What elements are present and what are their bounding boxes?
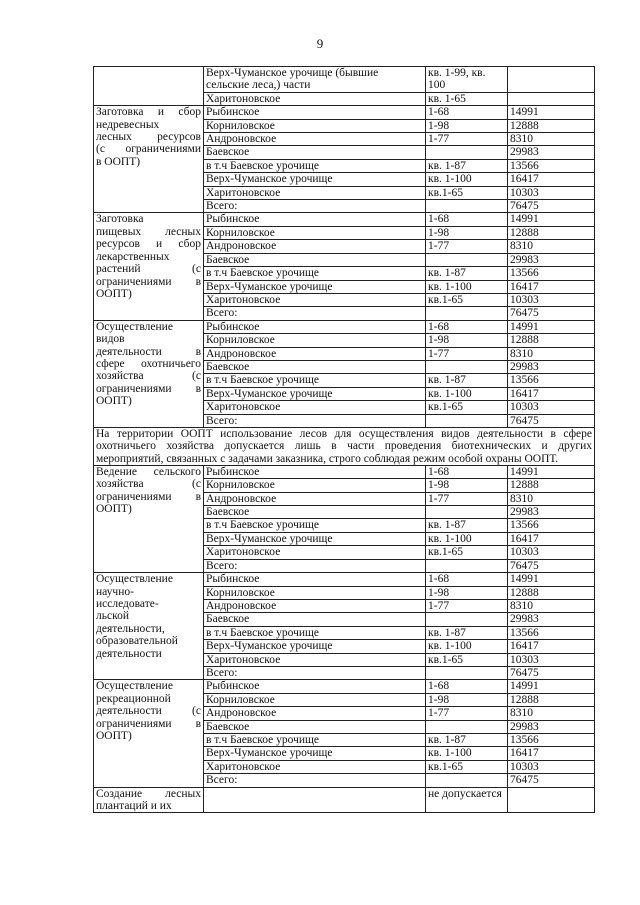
activity-line: научно- <box>96 585 134 598</box>
cell-area: 8310 <box>508 492 595 505</box>
cell-area: 29983 <box>508 253 595 266</box>
cell-locality: Рыбинское <box>204 465 426 478</box>
cell-area: 14991 <box>508 106 595 119</box>
cell-locality: Верх-Чуманское урочище <box>204 532 426 545</box>
table-body <box>94 67 595 813</box>
cell-locality: Верх-Чуманское урочище <box>204 747 426 760</box>
forest-use-table <box>93 66 595 813</box>
cell-locality: Всего: <box>204 559 426 572</box>
cell-area: 10303 <box>508 186 595 199</box>
cell-activity-continued <box>94 67 204 106</box>
activity-line: ООПТ) <box>96 729 132 742</box>
cell-area: 8310 <box>508 240 595 253</box>
cell-activity <box>94 465 204 572</box>
cell-quarters: кв. 1-100 <box>426 387 508 400</box>
cell-quarters: не допускается <box>426 787 508 813</box>
activity-line: лекарственных <box>96 250 170 263</box>
cell-quarters: 1-68 <box>426 213 508 226</box>
cell-locality: Рыбинское <box>204 320 426 333</box>
cell-quarters: 1-68 <box>426 106 508 119</box>
cell-area: 76475 <box>508 200 595 213</box>
cell-locality: Верх-Чуманское урочище <box>204 173 426 186</box>
activity-line: образовательной <box>96 635 178 648</box>
cell-quarters: кв. 1-65 <box>426 92 508 105</box>
cell-area: 14991 <box>508 213 595 226</box>
activity-line: деятельности <box>96 647 162 660</box>
cell-area: 8310 <box>508 347 595 360</box>
cell-area: 13566 <box>508 733 595 746</box>
activity-line: деятельности (с <box>96 705 201 718</box>
cell-quarters: 1-77 <box>426 133 508 146</box>
cell-area: 76475 <box>508 774 595 787</box>
activity-line: ограничениями в <box>96 717 201 730</box>
activity-line: лесных ресурсов <box>96 131 201 144</box>
cell-locality: Всего: <box>204 200 426 213</box>
cell-locality: Харитоновское <box>204 546 426 559</box>
cell-quarters: кв. 1-100 <box>426 173 508 186</box>
cell-locality: в т.ч Баевское урочище <box>204 626 426 639</box>
cell-locality: Рыбинское <box>204 573 426 586</box>
cell-quarters: кв. 1-87 <box>426 267 508 280</box>
cell-area: 8310 <box>508 707 595 720</box>
cell-quarters: кв. 1-87 <box>426 626 508 639</box>
cell-area: 16417 <box>508 280 595 293</box>
activity-line: ООПТ) <box>96 395 132 408</box>
cell-quarters <box>426 666 508 679</box>
cell-locality: Баевское <box>204 253 426 266</box>
cell-quarters: кв. 1-100 <box>426 532 508 545</box>
cell-quarters: кв. 1-87 <box>426 733 508 746</box>
activity-line: (с ограничениями <box>96 143 201 156</box>
cell-quarters: кв.1-65 <box>426 546 508 559</box>
cell-area: 10303 <box>508 293 595 306</box>
table-row <box>94 213 595 226</box>
cell-locality: в т.ч Баевское урочище <box>204 267 426 280</box>
cell-locality: Всего: <box>204 307 426 320</box>
activity-line: пищевых лесных <box>96 225 201 238</box>
cell-quarters <box>426 720 508 733</box>
activity-line: ограничениями в <box>96 382 201 395</box>
cell-locality: Харитоновское <box>204 186 426 199</box>
cell-locality: Баевское <box>204 506 426 519</box>
cell-area: 12888 <box>508 226 595 239</box>
cell-area: 14991 <box>508 320 595 333</box>
activity-line: недревесных <box>96 118 160 131</box>
cell-locality: Рыбинское <box>204 680 426 693</box>
cell-area: 16417 <box>508 387 595 400</box>
cell-quarters: 1-98 <box>426 479 508 492</box>
activity-line: ООПТ) <box>96 503 132 516</box>
table-row <box>94 106 595 119</box>
cell-area: 13566 <box>508 159 595 172</box>
activity-line: ограничениями в <box>96 490 201 503</box>
cell-area: 12888 <box>508 693 595 706</box>
activity-line: ООПТ) <box>96 287 132 300</box>
cell-quarters: 1-98 <box>426 586 508 599</box>
activity-line: в ООПТ) <box>96 155 141 168</box>
cell-quarters: кв.1-65 <box>426 653 508 666</box>
cell-area: 76475 <box>508 559 595 572</box>
cell-area: 10303 <box>508 546 595 559</box>
cell-locality: Баевское <box>204 146 426 159</box>
activity-line: деятельности, <box>96 622 165 635</box>
cell-quarters: кв. 1-100 <box>426 640 508 653</box>
cell-locality: Всего: <box>204 666 426 679</box>
cell-locality: Баевское <box>204 613 426 626</box>
cell-locality: Корниловское <box>204 586 426 599</box>
hunting-note: На территории ООПТ использование лесов для осуществления видов деятельности в сфере охотничьего хозяйства допускается лишь в части проведения биотехнических и других мероприятий, связанных с задачами заказника, строго соблюдая режим особой охраны ООПТ. <box>94 427 595 465</box>
cell-locality: Всего: <box>204 774 426 787</box>
table-row <box>94 573 595 586</box>
cell-locality: Корниловское <box>204 334 426 347</box>
activity-line: видов <box>96 333 125 346</box>
cell-activity <box>94 320 204 427</box>
table-row <box>94 67 595 93</box>
cell-quarters: кв. 1-100 <box>426 280 508 293</box>
activity-line: Создание лесных <box>96 787 201 800</box>
cell-area <box>508 787 595 813</box>
cell-locality: Рыбинское <box>204 106 426 119</box>
cell-quarters: 1-68 <box>426 573 508 586</box>
cell-area: 13566 <box>508 374 595 387</box>
cell-quarters: 1-77 <box>426 599 508 612</box>
cell-area: 10303 <box>508 760 595 773</box>
cell-locality: в т.ч Баевское урочище <box>204 159 426 172</box>
cell-area: 76475 <box>508 666 595 679</box>
cell-quarters: кв.1-65 <box>426 760 508 773</box>
activity-line: ресурсов и сбор <box>96 238 201 251</box>
cell-locality: Харитоновское <box>204 401 426 414</box>
cell-locality: Верх-Чуманское урочище <box>204 280 426 293</box>
cell-locality: Андроновское <box>204 599 426 612</box>
cell-activity <box>94 573 204 680</box>
cell-activity <box>94 787 204 813</box>
activity-line: Заготовка и сбор <box>96 106 201 119</box>
cell-locality: Харитоновское <box>204 92 426 105</box>
cell-area <box>508 67 595 93</box>
cell-locality: Андроновское <box>204 707 426 720</box>
activity-line: растений (с <box>96 263 201 276</box>
cell-area: 76475 <box>508 414 595 427</box>
cell-quarters <box>426 307 508 320</box>
table-row <box>94 680 595 693</box>
cell-area: 16417 <box>508 747 595 760</box>
cell-quarters <box>426 146 508 159</box>
cell-quarters <box>426 253 508 266</box>
cell-quarters: кв. 1-99, кв. 100 <box>426 67 508 93</box>
cell-activity <box>94 213 204 320</box>
cell-area: 29983 <box>508 146 595 159</box>
activity-line: хозяйства (с <box>96 370 201 383</box>
activity-line: Ведение сельского <box>96 465 201 478</box>
cell-quarters: 1-77 <box>426 707 508 720</box>
cell-locality: в т.ч Баевское урочище <box>204 733 426 746</box>
cell-quarters: 1-77 <box>426 492 508 505</box>
cell-locality: Верх-Чуманское урочище (бывшие сельские леса,) части <box>204 67 426 93</box>
cell-locality: Андроновское <box>204 492 426 505</box>
cell-locality: Корниловское <box>204 226 426 239</box>
cell-area: 13566 <box>508 267 595 280</box>
page-number: 9 <box>316 36 324 51</box>
cell-area: 13566 <box>508 519 595 532</box>
table-row <box>94 320 595 333</box>
cell-quarters: 1-68 <box>426 465 508 478</box>
activity-line: сфере охотничьего <box>96 357 201 370</box>
cell-quarters <box>426 774 508 787</box>
cell-locality: Корниловское <box>204 693 426 706</box>
cell-area: 14991 <box>508 465 595 478</box>
activity-line: Осуществление <box>96 573 173 586</box>
cell-locality: Андроновское <box>204 347 426 360</box>
cell-locality: Корниловское <box>204 119 426 132</box>
activity-line: ограничениями в <box>96 275 201 288</box>
cell-area: 14991 <box>508 680 595 693</box>
activity-line: Заготовка <box>96 213 144 226</box>
cell-quarters: кв.1-65 <box>426 401 508 414</box>
note-row <box>94 427 595 465</box>
cell-quarters <box>426 200 508 213</box>
cell-area: 29983 <box>508 506 595 519</box>
cell-quarters: кв. 1-87 <box>426 519 508 532</box>
cell-quarters <box>426 613 508 626</box>
cell-locality: Харитоновское <box>204 653 426 666</box>
cell-quarters: 1-77 <box>426 347 508 360</box>
cell-area: 29983 <box>508 360 595 373</box>
cell-quarters: 1-98 <box>426 119 508 132</box>
cell-locality: Баевское <box>204 360 426 373</box>
table-row <box>94 787 595 813</box>
cell-area: 14991 <box>508 573 595 586</box>
activity-line: льской <box>96 610 129 623</box>
activity-line: Осуществление <box>96 320 173 333</box>
activity-line: рекреационной <box>96 692 171 705</box>
cell-locality: Баевское <box>204 720 426 733</box>
activity-line: Осуществление <box>96 680 173 693</box>
cell-area: 10303 <box>508 401 595 414</box>
cell-activity <box>94 680 204 787</box>
cell-quarters: 1-68 <box>426 320 508 333</box>
cell-quarters: кв. 1-87 <box>426 159 508 172</box>
cell-area: 29983 <box>508 720 595 733</box>
cell-area: 16417 <box>508 532 595 545</box>
cell-quarters: 1-98 <box>426 226 508 239</box>
cell-area: 8310 <box>508 599 595 612</box>
cell-quarters: 1-98 <box>426 693 508 706</box>
cell-locality: в т.ч Баевское урочище <box>204 374 426 387</box>
cell-area <box>508 92 595 105</box>
cell-quarters <box>426 414 508 427</box>
cell-locality: Всего: <box>204 414 426 427</box>
cell-quarters <box>426 506 508 519</box>
cell-quarters: кв. 1-100 <box>426 747 508 760</box>
cell-area: 12888 <box>508 586 595 599</box>
cell-activity <box>94 106 204 213</box>
cell-area: 29983 <box>508 613 595 626</box>
cell-area: 12888 <box>508 334 595 347</box>
cell-area: 12888 <box>508 479 595 492</box>
cell-area: 16417 <box>508 173 595 186</box>
cell-locality <box>204 787 426 813</box>
cell-area: 10303 <box>508 653 595 666</box>
cell-quarters <box>426 360 508 373</box>
cell-area: 13566 <box>508 626 595 639</box>
cell-area: 8310 <box>508 133 595 146</box>
activity-line: плантаций и их <box>96 800 172 813</box>
table-row <box>94 465 595 478</box>
cell-locality: Верх-Чуманское урочище <box>204 640 426 653</box>
cell-locality: в т.ч Баевское урочище <box>204 519 426 532</box>
cell-locality: Харитоновское <box>204 760 426 773</box>
cell-locality: Рыбинское <box>204 213 426 226</box>
cell-quarters: кв.1-65 <box>426 186 508 199</box>
cell-quarters: кв. 1-87 <box>426 374 508 387</box>
cell-locality: Верх-Чуманское урочище <box>204 387 426 400</box>
cell-locality: Корниловское <box>204 479 426 492</box>
cell-locality: Андроновское <box>204 133 426 146</box>
activity-line: хозяйства (с <box>96 478 201 491</box>
cell-locality: Андроновское <box>204 240 426 253</box>
cell-area: 76475 <box>508 307 595 320</box>
cell-quarters: 1-77 <box>426 240 508 253</box>
cell-quarters <box>426 559 508 572</box>
cell-locality: Харитоновское <box>204 293 426 306</box>
activity-line: исследовате- <box>96 597 159 610</box>
cell-quarters: 1-98 <box>426 334 508 347</box>
cell-quarters: 1-68 <box>426 680 508 693</box>
cell-area: 12888 <box>508 119 595 132</box>
cell-area: 16417 <box>508 640 595 653</box>
cell-quarters: кв.1-65 <box>426 293 508 306</box>
activity-line: деятельности в <box>96 345 201 358</box>
